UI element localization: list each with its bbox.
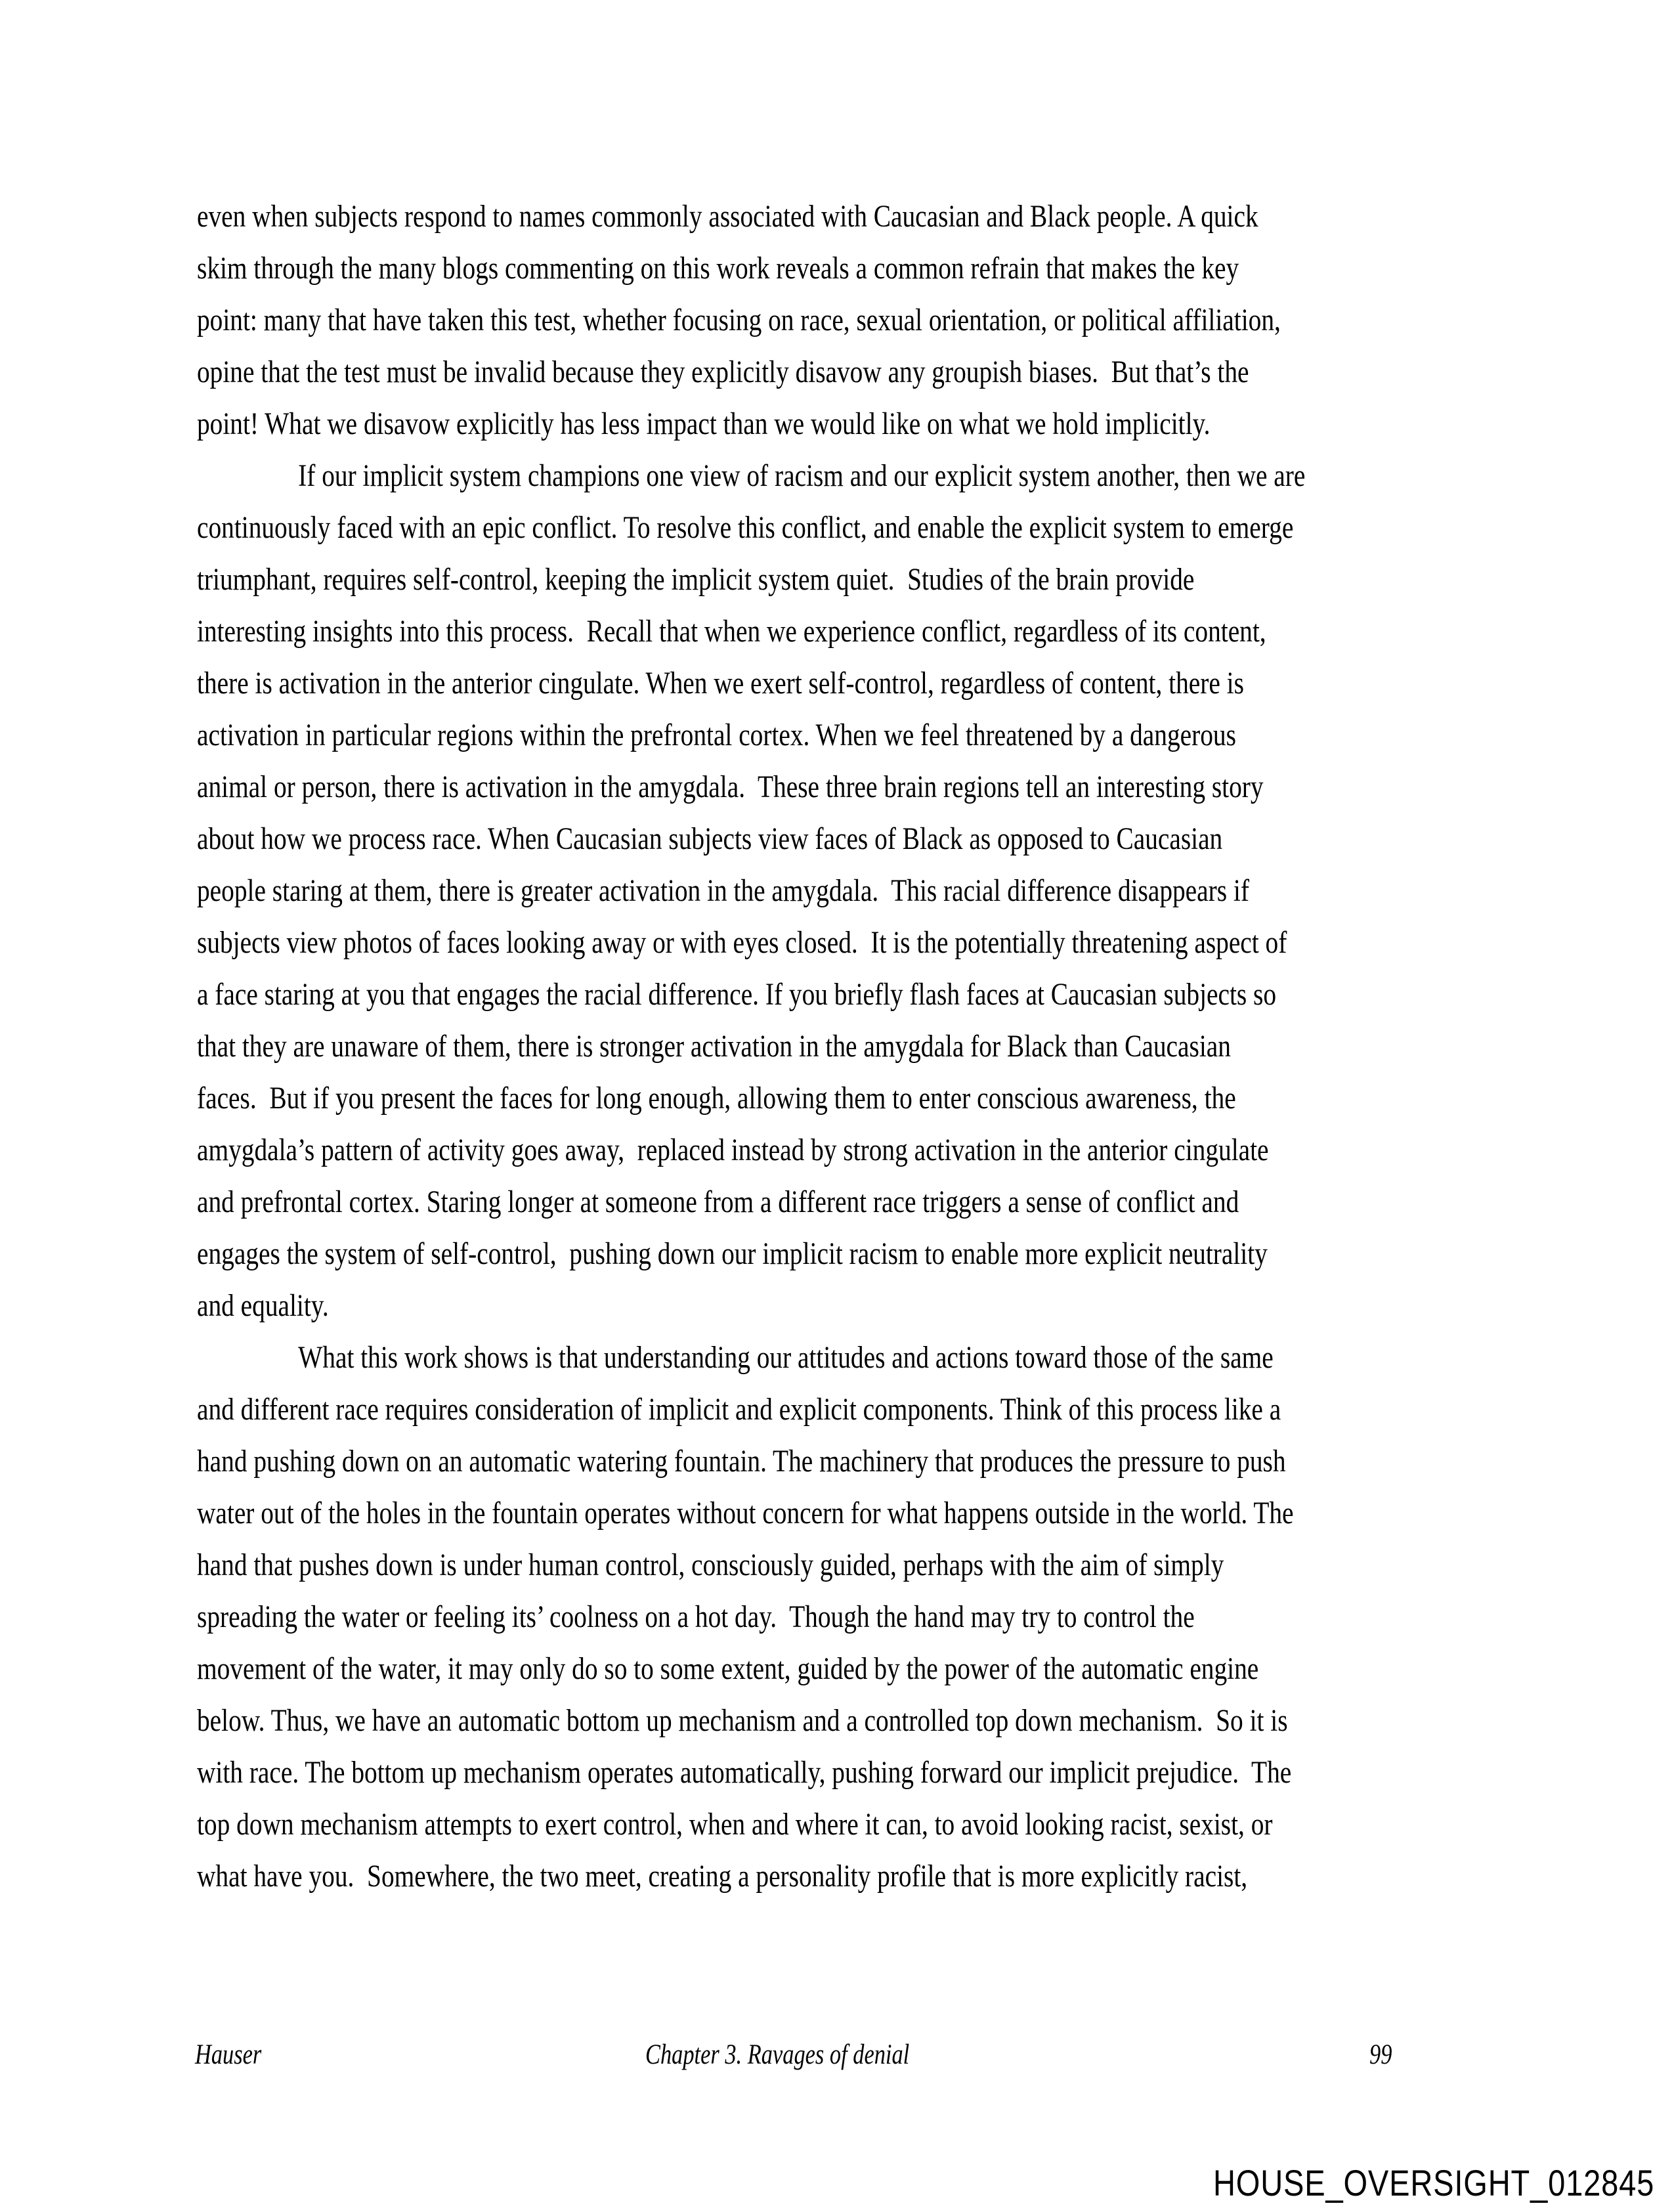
text-line: subjects view photos of faces looking away or with eyes closed. It is the potentially threatening aspect of xyxy=(197,925,1287,960)
text-line: top down mechanism attempts to exert control, when and where it can, to avoid looking racist, sexist, or xyxy=(197,1807,1273,1842)
text-line: triumphant, requires self-control, keeping the implicit system quiet. Studies of the brain provide xyxy=(197,562,1195,597)
text-line: hand pushing down on an automatic watering fountain. The machinery that produces the pressure to push xyxy=(197,1444,1286,1479)
text-line: that they are unaware of them, there is stronger activation in the amygdala for Black than Caucasian xyxy=(197,1029,1231,1064)
text-line: opine that the test must be invalid because they explicitly disavow any groupish biases. But that’s the xyxy=(197,355,1249,389)
text-line: continuously faced with an epic conflict. To resolve this conflict, and enable the explicit system to emerge xyxy=(197,510,1294,545)
footer-author: Hauser xyxy=(195,2039,262,2070)
text-line: What this work shows is that understanding our attitudes and actions toward those of the same xyxy=(298,1340,1274,1375)
text-line: there is activation in the anterior cingulate. When we exert self-control, regardless of content, there is xyxy=(197,666,1244,701)
text-line: interesting insights into this process. Recall that when we experience conflict, regardless of its content, xyxy=(197,614,1266,649)
text-line: below. Thus, we have an automatic bottom up mechanism and a controlled top down mechanism. So it is xyxy=(197,1703,1288,1738)
text-line: point! What we disavow explicitly has less impact than we would like on what we hold implicitly. xyxy=(197,406,1211,441)
footer-page-number: 99 xyxy=(1369,2039,1392,2070)
text-line: amygdala’s pattern of activity goes away, replaced instead by strong activation in the anterior cingulate xyxy=(197,1133,1269,1167)
text-line: water out of the holes in the fountain operates without concern for what happens outside in the world. The xyxy=(197,1496,1294,1530)
text-line: even when subjects respond to names commonly associated with Caucasian and Black people. A quick xyxy=(197,199,1258,234)
text-line: spreading the water or feeling its’ coolness on a hot day. Though the hand may try to control the xyxy=(197,1599,1195,1634)
footer-chapter-title: Chapter 3. Ravages of denial xyxy=(645,2039,910,2070)
text-line: and equality. xyxy=(197,1288,329,1323)
text-line: faces. But if you present the faces for long enough, allowing them to enter conscious awareness, the xyxy=(197,1081,1236,1116)
text-line: with race. The bottom up mechanism operates automatically, pushing forward our implicit prejudice. The xyxy=(197,1755,1292,1790)
text-line: movement of the water, it may only do so to some extent, guided by the power of the automatic engine xyxy=(197,1651,1259,1686)
text-line: If our implicit system champions one view of racism and our explicit system another, then we are xyxy=(298,458,1306,493)
text-line: and prefrontal cortex. Staring longer at someone from a different race triggers a sense of conflict and xyxy=(197,1184,1239,1219)
text-line: about how we process race. When Caucasian subjects view faces of Black as opposed to Caucasian xyxy=(197,821,1223,856)
text-line: engages the system of self-control, pushing down our implicit racism to enable more explicit neutrality xyxy=(197,1236,1268,1271)
text-line: people staring at them, there is greater activation in the amygdala. This racial difference disappears if xyxy=(197,873,1249,908)
text-line: a face staring at you that engages the racial difference. If you briefly flash faces at Caucasian subjects so xyxy=(197,977,1277,1012)
text-line: animal or person, there is activation in the amygdala. These three brain regions tell an interesting story xyxy=(197,770,1264,804)
document-body xyxy=(197,190,1674,1902)
text-line: what have you. Somewhere, the two meet, creating a personality profile that is more explicitly racist, xyxy=(197,1859,1248,1894)
text-line: and different race requires consideration of implicit and explicit components. Think of this process like a xyxy=(197,1392,1281,1427)
text-line: activation in particular regions within the prefrontal cortex. When we feel threatened by a dangerous xyxy=(197,718,1236,752)
text-line: hand that pushes down is under human control, consciously guided, perhaps with the aim of simply xyxy=(197,1548,1224,1582)
text-line: point: many that have taken this test, whether focusing on race, sexual orientation, or political affiliation, xyxy=(197,303,1281,337)
text-line: skim through the many blogs commenting on this work reveals a common refrain that makes the key xyxy=(197,251,1239,286)
bates-stamp: HOUSE_OVERSIGHT_012845 xyxy=(1213,2162,1655,2203)
